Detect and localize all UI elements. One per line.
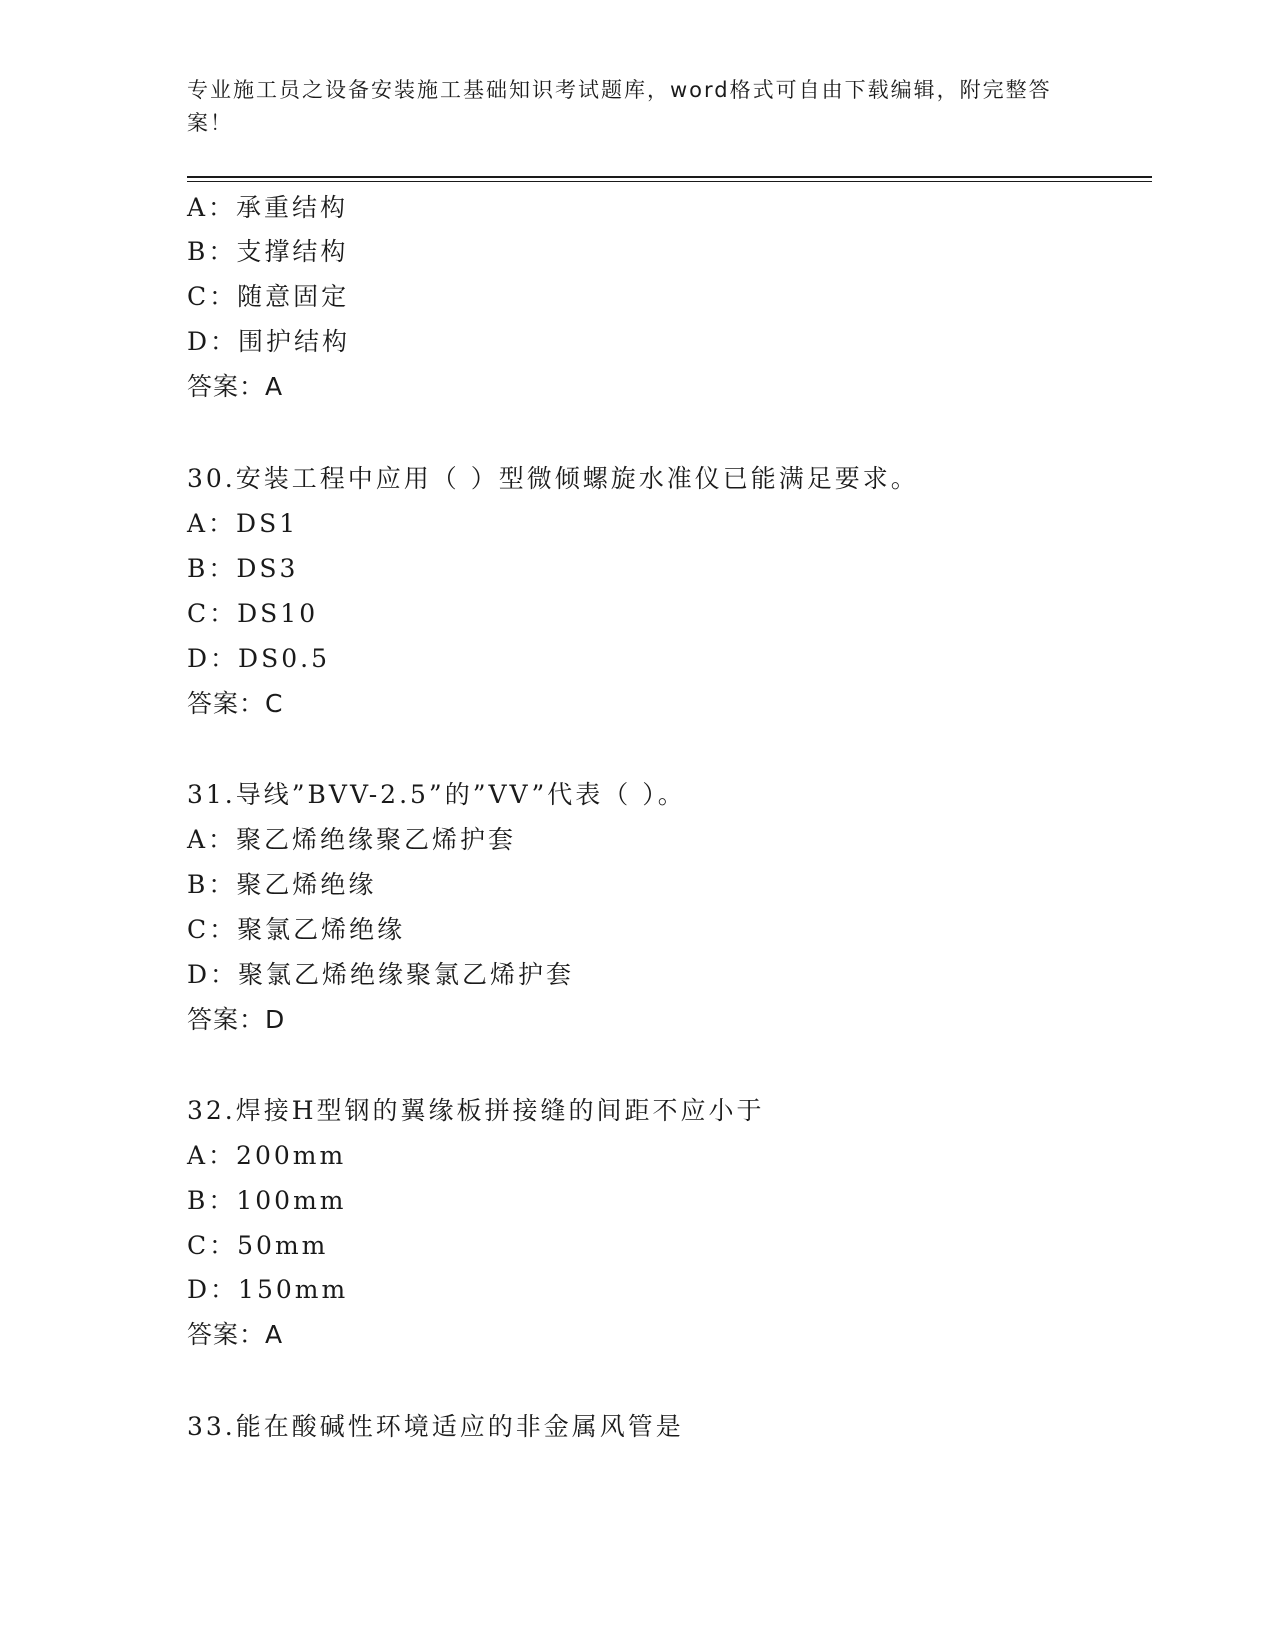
q32-option-b: B：100mm xyxy=(187,1186,347,1215)
q30-option-d: D：DS0.5 xyxy=(187,644,330,673)
q32-option-d: D：150mm xyxy=(187,1275,349,1304)
q30-option-b: B：DS3 xyxy=(187,554,299,583)
q30-option-c: C：DS10 xyxy=(187,599,319,628)
q29-option-d: D：围护结构 xyxy=(187,327,351,356)
q31-option-d: D：聚氯乙烯绝缘聚氯乙烯护套 xyxy=(187,960,575,989)
q30-answer: 答案：C xyxy=(187,689,284,718)
q29-option-a: A：承重结构 xyxy=(187,193,349,222)
q32-answer: 答案：A xyxy=(187,1320,284,1349)
q32-question: 32.焊接H型钢的翼缘板拼接缝的间距不应小于 xyxy=(187,1096,765,1125)
q31-question: 31.导线”BVV-2.5”的”VV”代表（ ）。 xyxy=(187,780,686,809)
q29-answer: 答案：A xyxy=(187,372,284,401)
q32-option-a: A：200mm xyxy=(187,1141,347,1170)
header-divider-thin xyxy=(187,181,1152,182)
document-header: 专业施工员之设备安装施工基础知识考试题库，word格式可自由下载编辑，附完整答案！ xyxy=(187,78,1052,135)
q31-option-a: A：聚乙烯绝缘聚乙烯护套 xyxy=(187,825,517,854)
q30-question: 30.安装工程中应用（ ）型微倾螺旋水准仪已能满足要求。 xyxy=(187,464,919,493)
q30-option-a: A：DS1 xyxy=(187,509,299,538)
q31-option-b: B：聚乙烯绝缘 xyxy=(187,870,377,899)
q29-option-c: C：随意固定 xyxy=(187,282,350,311)
q31-answer: 答案：D xyxy=(187,1005,286,1034)
q32-option-c: C：50mm xyxy=(187,1231,329,1260)
q33-question: 33.能在酸碱性环境适应的非金属风管是 xyxy=(187,1412,684,1441)
q31-option-c: C：聚氯乙烯绝缘 xyxy=(187,915,406,944)
header-divider-thick xyxy=(187,176,1152,178)
q29-option-b: B：支撑结构 xyxy=(187,237,349,266)
